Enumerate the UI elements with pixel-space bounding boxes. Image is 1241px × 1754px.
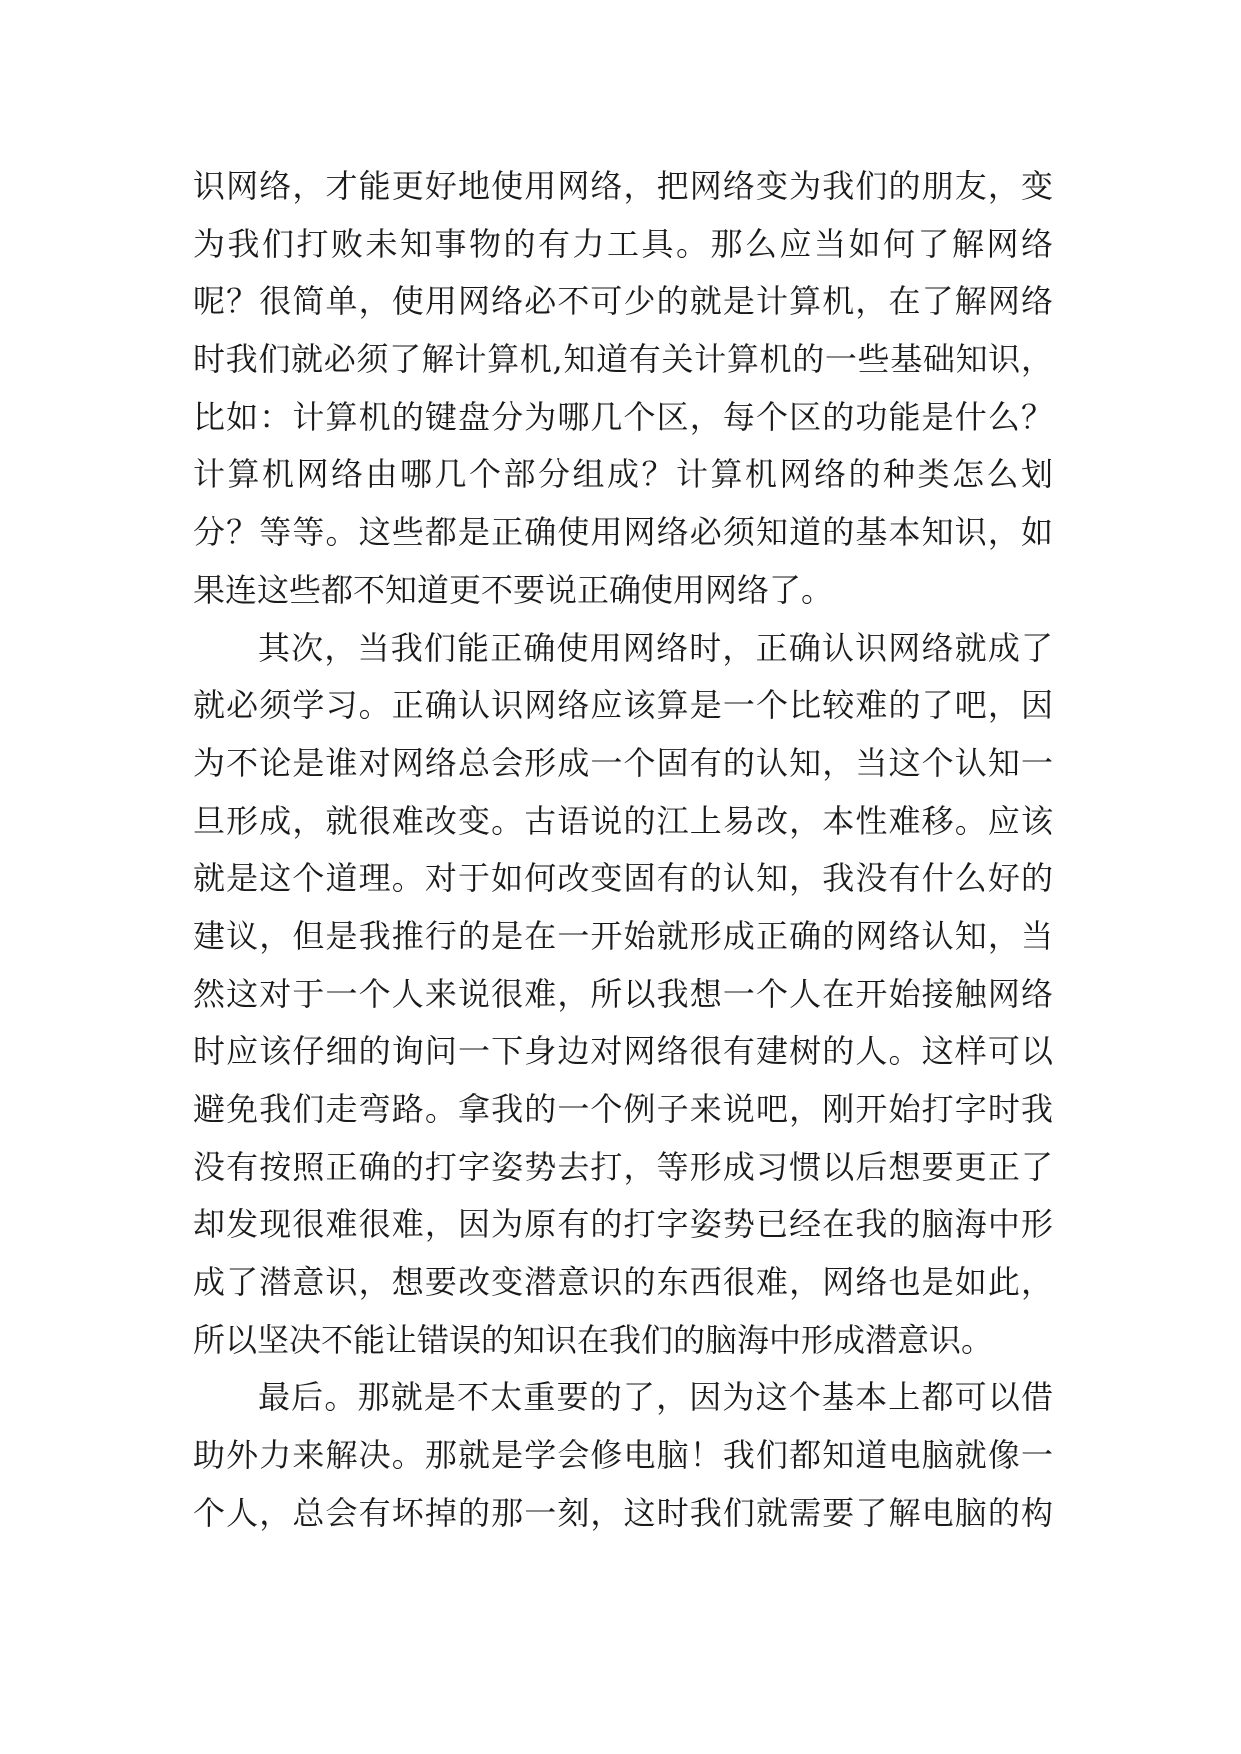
text-line: 个人，总会有坏掉的那一刻，这时我们就需要了解电脑的构 xyxy=(193,1493,1053,1532)
text-line: 为我们打败未知事物的有力工具。那么应当如何了解网络 xyxy=(193,224,1053,263)
text-line: 却发现很难很难，因为原有的打字姿势已经在我的脑海中形 xyxy=(193,1205,1053,1244)
text-line: 所以坚决不能让错误的知识在我们的脑海中形成潜意识。 xyxy=(193,1320,994,1359)
text-line: 分？等等。这些都是正确使用网络必须知道的基本知识，如 xyxy=(193,513,1053,552)
text-line: 为不论是谁对网络总会形成一个固有的认知，当这个认知一 xyxy=(193,743,1053,782)
text-line: 建议，但是我推行的是在一开始就形成正确的网络认知，当 xyxy=(193,916,1053,955)
text-line: 比如：计算机的键盘分为哪几个区，每个区的功能是什么？ xyxy=(193,397,1053,436)
text-line: 计算机网络由哪几个部分组成？计算机网络的种类怎么划 xyxy=(193,455,1053,494)
text-line: 避免我们走弯路。拿我的一个例子来说吧，刚开始打字时我 xyxy=(193,1090,1053,1128)
text-line: 时应该仔细的询问一下身边对网络很有建树的人。这样可以 xyxy=(193,1032,1053,1071)
text-line: 就是这个道理。对于如何改变固有的认知，我没有什么好的 xyxy=(193,859,1053,898)
text-line: 旦形成，就很难改变。古语说的江上易改，本性难移。应该 xyxy=(193,801,1053,840)
text-line: 然这对于一个人来说很难，所以我想一个人在开始接触网络 xyxy=(193,974,1053,1013)
text-line: 成了潜意识，想要改变潜意识的东西很难，网络也是如此， xyxy=(193,1263,1053,1302)
text-line: 果连这些都不知道更不要说正确使用网络了。 xyxy=(193,570,834,609)
text-line: 没有按照正确的打字姿势去打，等形成习惯以后想要更正了 xyxy=(193,1147,1053,1186)
text-line: 助外力来解决。那就是学会修电脑！我们都知道电脑就像一 xyxy=(193,1436,1053,1475)
text-line: 识网络，才能更好地使用网络，把网络变为我们的朋友，变 xyxy=(193,167,1053,205)
paragraph-first-line: 其次，当我们能正确使用网络时，正确认识网络就成了 xyxy=(258,628,1053,667)
paragraph-first-line: 最后。那就是不太重要的了，因为这个基本上都可以借 xyxy=(258,1378,1053,1417)
text-line: 呢？很简单，使用网络必不可少的就是计算机，在了解网络 xyxy=(193,282,1053,321)
body-text xyxy=(193,158,1053,1543)
text-line: 就必须学习。正确认识网络应该算是一个比较难的了吧，因 xyxy=(193,686,1053,725)
text-line: 时我们就必须了解计算机,知道有关计算机的一些基础知识， xyxy=(193,340,1053,379)
